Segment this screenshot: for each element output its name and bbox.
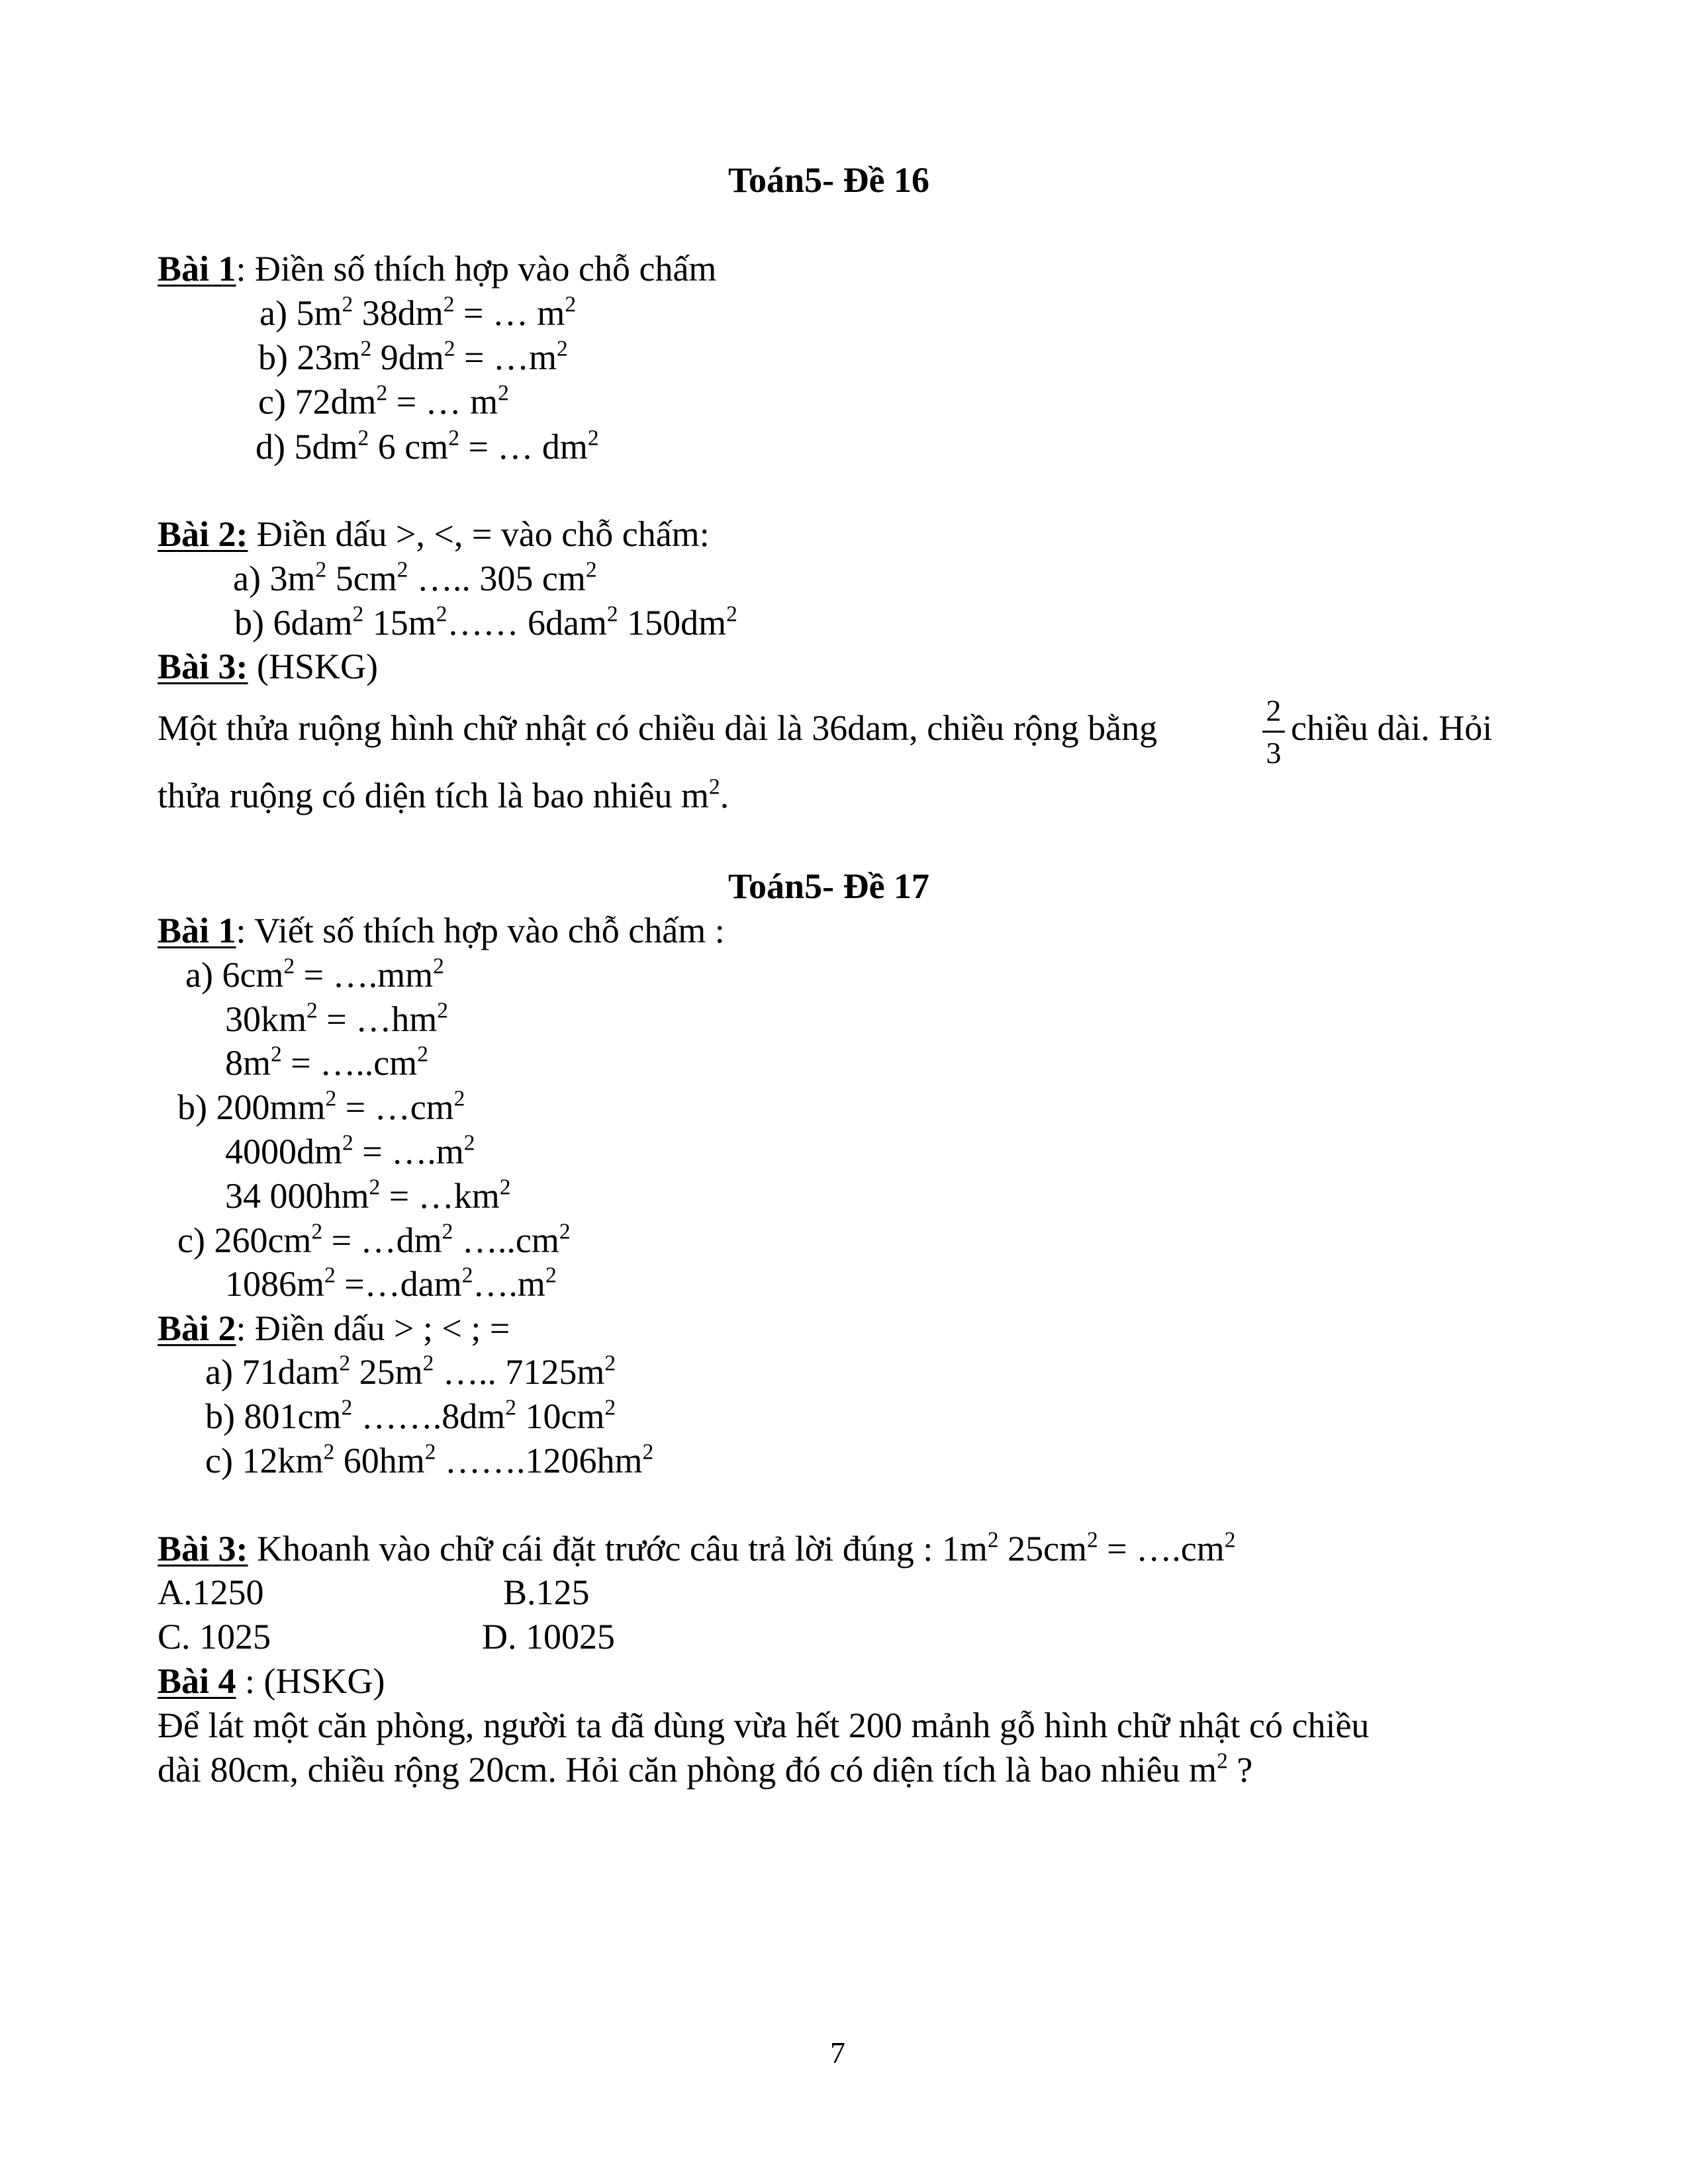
de16-title: Toán5- Đề 16	[728, 160, 930, 200]
de17-bai4-tag: : (HSKG)	[236, 1661, 385, 1701]
de16-bai1-item-b: b) $23m^2$ $9dm^2$ = $\dots m^2$	[258, 336, 568, 377]
de17-bai1-a3: $8m^2$ = $\dots..cm^2$	[225, 1042, 428, 1083]
de17-bai3-option-d: D. 10025	[482, 1617, 615, 1657]
de17-bai1-b1: b) $200mm^2$ = $\dots cm^2$	[177, 1086, 465, 1127]
de17-bai3-option-c: C. 1025	[158, 1617, 271, 1657]
de16-bai1-label: Bài 1	[158, 249, 236, 289]
de17-bai2-item-b: b) $801cm^2$ $\dots\dots.8dm^2$ $10cm^2$	[205, 1395, 616, 1436]
de16-bai2-item-b: b) 6dam$^2$ $15m^2\dots\dots$ 6dam$^2$ $150dm^2$	[234, 602, 737, 643]
de17-bai4-label: Bài 4	[158, 1661, 236, 1701]
de16-bai1-item-c: c) $72dm^2$ = … $m^2$	[258, 381, 509, 422]
de17-bai1-b2: $4000dm^2$ = $\dots.m^2$	[225, 1130, 475, 1171]
de17-bai1-c1: c) $260cm^2$ = $\dots dm^2$ $\dots..cm^2$	[177, 1219, 571, 1260]
de16-bai2-item-a: a) $3m^2$ $5cm^2$ ….. 305 $cm^2$	[233, 557, 597, 598]
de16-bai3-text-1: Một thửa ruộng hình chữ nhật có chiều dài là 36dam, chiều rộng bằng	[158, 708, 1158, 748]
de17-bai2-prompt: : Điền dấu > ; < ; =	[236, 1308, 510, 1348]
page-number: 7	[830, 2036, 845, 2070]
de16-bai1-line	[158, 248, 716, 290]
de17-bai4-line	[158, 1660, 385, 1702]
de17-bai1-label: Bài 1	[158, 911, 236, 950]
de17-title: Toán5- Đề 17	[728, 866, 930, 906]
de17-bai2-item-a: a) 71dam$^2$ $25m^2$ ….. $7125m^2$	[205, 1351, 616, 1392]
fraction-denominator: 3	[1266, 736, 1282, 770]
de16-bai3-text-3: thửa ruộng có diện tích là bao nhiêu $m^2$.	[158, 774, 729, 815]
de16-bai3-line	[158, 645, 378, 688]
de17-bai3-label: Bài 3:	[158, 1529, 248, 1569]
fraction-bar	[1262, 731, 1285, 733]
de16-bai2-label: Bài 2:	[158, 514, 248, 554]
de17-bai3-option-a: A.1250	[158, 1572, 264, 1612]
de17-bai1-prompt: : Viết số thích hợp vào chỗ chấm :	[236, 911, 725, 950]
de16-bai2-prompt: Điền dấu >, <, = vào chỗ chấm:	[248, 514, 710, 554]
de16-bai3-tag: (HSKG)	[248, 647, 379, 686]
de17-bai3-line: Bài 3: Khoanh vào chữ cái đặt trước câu trả lời đúng : $1m^2$ $25cm^2$ = $\dots.cm^2$	[158, 1527, 1236, 1569]
de17-bai1-line	[158, 909, 725, 952]
de16-bai1-prompt: : Điền số thích hợp vào chỗ chấm	[236, 249, 717, 289]
de16-bai1-item-d: d) $5dm^2$ 6 $cm^2$ = … $dm^2$	[256, 426, 599, 467]
de17-bai1-a2: $30km^2$ = $\dots hm^2$	[225, 998, 448, 1039]
de16-bai1-item-a: a) $5m^2$ $38dm^2$ = … $m^2$	[259, 292, 577, 333]
de17-bai4-text-2: dài 80cm, chiều rộng 20cm. Hỏi căn phòng đó có diện tích là bao nhiêu $m^2$ ?	[158, 1749, 1253, 1790]
de17-bai1-b3: 34 $000hm^2$ = $\dots km^2$	[225, 1175, 511, 1216]
de17-bai2-item-c: c) $12km^2$ $60hm^2$ $\dots\dots.1206hm^2$	[205, 1439, 654, 1480]
de16-bai2-line	[158, 513, 710, 555]
de17-bai1-c2: $1086m^2$ $=\dots dam^2\dots.m^2$	[225, 1263, 557, 1304]
fraction-numerator: 2	[1266, 694, 1282, 727]
de17-bai4-text-1: Để lát một căn phòng, người ta đã dùng vừa hết 200 mảnh gỗ hình chữ nhật có chiều	[158, 1706, 1370, 1745]
de16-bai3-text-2: chiều dài. Hỏi	[1291, 708, 1493, 748]
de16-bai3-label: Bài 3:	[158, 647, 248, 686]
de17-bai3-option-b: B.125	[503, 1572, 590, 1612]
de17-bai1-a1: a) $6cm^2$ = $\dots.mm^2$	[185, 954, 444, 995]
de17-bai2-label: Bài 2	[158, 1308, 236, 1348]
de17-bai2-line	[158, 1307, 510, 1349]
